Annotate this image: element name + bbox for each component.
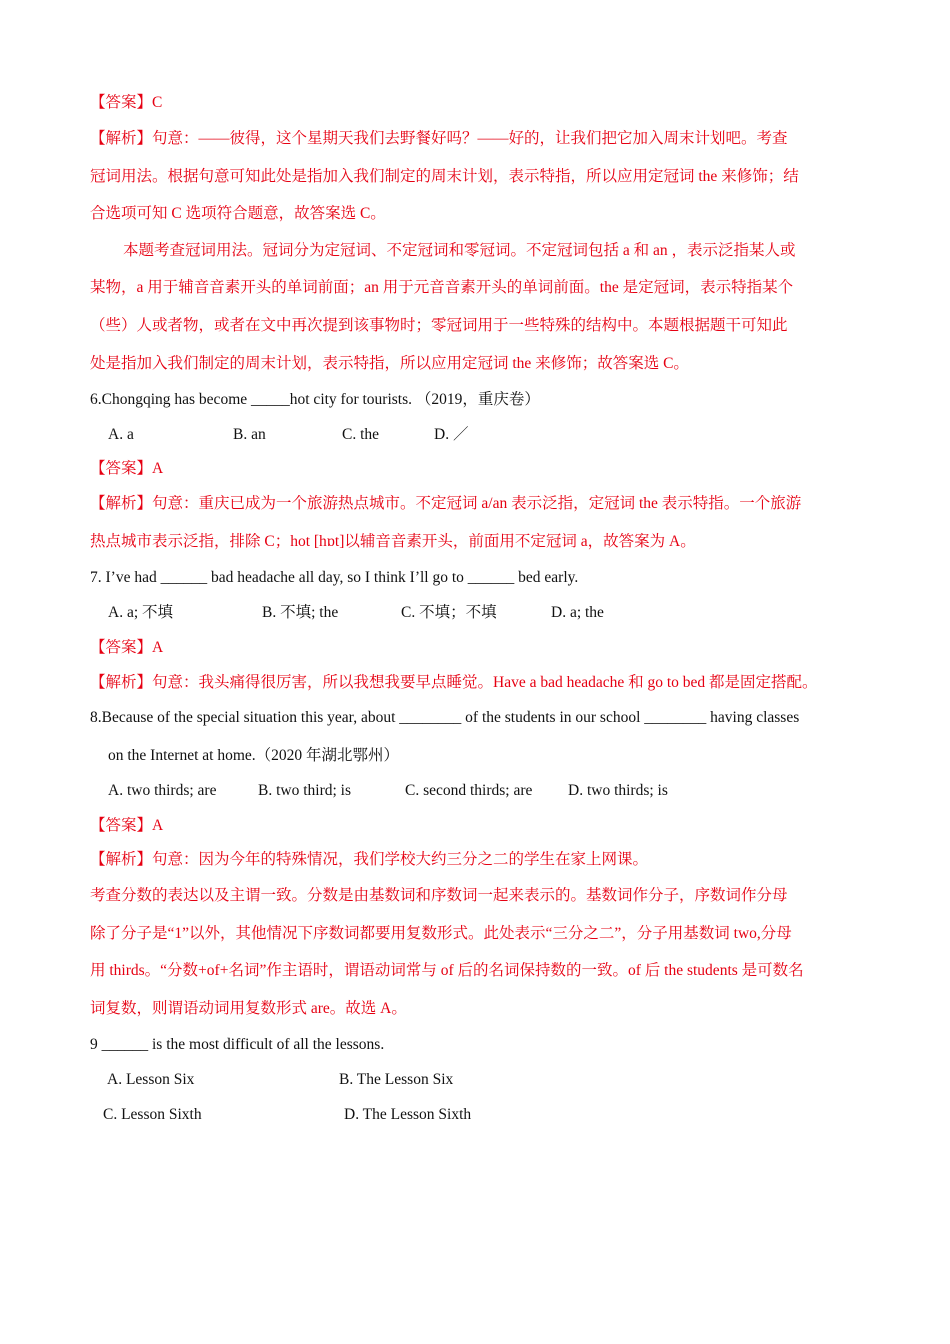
- q7-analysis-line-1: 【解析】句意：我头痛得很厉害，所以我想我要早点睡觉。Have a bad headache 和 go to bed 都是固定搭配。: [90, 674, 818, 691]
- q8-question-line-2: on the Internet at home.（2020 年湖北鄂州）: [108, 747, 400, 764]
- q6-option-a: A. a: [108, 426, 134, 443]
- q8-option-c: C. second thirds; are: [405, 782, 533, 799]
- q9-option-a: A. Lesson Six: [107, 1071, 195, 1088]
- q6-option-d: D. ／: [434, 426, 469, 443]
- q8-analysis-line-5: 词复数，则谓语动词用复数形式 are。故选 A。: [90, 1000, 407, 1017]
- q8-question-line-1: 8.Because of the special situation this year, about ________ of the students in our school ________ having classes: [90, 709, 800, 726]
- q8-analysis-line-3: 除了分子是“1”以外，其他情况下序数词都要用复数形式。此处表示“三分之二”，分子用基数词 two,分母: [90, 925, 792, 942]
- q8-option-a: A. two thirds; are: [108, 782, 217, 799]
- q7-option-c: C. 不填；不填: [401, 604, 497, 621]
- q9-option-b: B. The Lesson Six: [339, 1071, 454, 1088]
- q7-question: 7. I’ve had ______ bad headache all day, so I think I’ll go to ______ bed early.: [90, 569, 579, 586]
- q7-option-d: D. a; the: [551, 604, 604, 621]
- q6-option-c: C. the: [342, 426, 380, 443]
- q9-option-c: C. Lesson Sixth: [103, 1106, 202, 1123]
- q9-option-d: D. The Lesson Sixth: [344, 1106, 472, 1123]
- q7-answer: 【答案】A: [90, 639, 164, 656]
- q6-question: 6.Chongqing has become _____hot city for tourists. （2019，重庆卷）: [90, 391, 540, 408]
- q5-analysis-line-2: 冠词用法。根据句意可知此处是指加入我们制定的周末计划，表示特指，所以应用定冠词 the 来修饰；结: [90, 168, 799, 185]
- q8-option-d: D. two thirds; is: [568, 782, 668, 799]
- q8-option-b: B. two third; is: [258, 782, 352, 799]
- q8-answer: 【答案】A: [90, 817, 164, 834]
- q5-analysis-line-3: 合选项可知 C 选项符合题意，故答案选 C。: [90, 205, 386, 222]
- q7-option-a: A. a; 不填: [108, 604, 174, 621]
- q8-analysis-line-4: 用 thirds。“分数+of+名词”作主语时，谓语动词常与 of 后的名词保持数的一致。of 后 the students 是可数名: [90, 962, 804, 979]
- q6-option-b: B. an: [233, 426, 266, 443]
- q9-question: 9 ______ is the most difficult of all the lessons.: [90, 1036, 385, 1053]
- q5-note-line-3: （些）人或者物，或者在文中再次提到该事物时；零冠词用于一些特殊的结构中。本题根据题干可知此: [90, 317, 788, 334]
- q8-analysis-line-1: 【解析】句意：因为今年的特殊情况，我们学校大约三分之二的学生在家上网课。: [90, 851, 649, 868]
- q8-analysis-line-2: 考查分数的表达以及主谓一致。分数是由基数词和序数词一起来表示的。基数词作分子，序数词作分母: [90, 887, 788, 904]
- q5-note-line-2: 某物，a 用于辅音音素开头的单词前面；an 用于元音音素开头的单词前面。the 是定冠词，表示特指某个: [90, 279, 794, 296]
- q5-analysis-line-1: 【解析】句意：——彼得，这个星期天我们去野餐好吗？——好的，让我们把它加入周末计划吧。考查: [90, 130, 788, 147]
- q6-analysis-line-2: 热点城市表示泛指，排除 C；hot [hɒt]以辅音音素开头，前面用不定冠词 a，故答案为 A。: [90, 533, 696, 550]
- q5-note-line-4: 处是指加入我们制定的周末计划，表示特指，所以应用定冠词 the 来修饰；故答案选 C。: [90, 355, 689, 372]
- q5-note-line-1: 本题考查冠词用法。冠词分为定冠词、不定冠词和零冠词。不定冠词包括 a 和 an ，表示泛指某人或: [123, 242, 796, 259]
- q5-answer: 【答案】C: [90, 94, 163, 111]
- q6-analysis-line-1: 【解析】句意：重庆已成为一个旅游热点城市。不定冠词 a/an 表示泛指，定冠词 the 表示特指。一个旅游: [90, 495, 802, 512]
- q7-option-b: B. 不填; the: [262, 604, 339, 621]
- q6-answer: 【答案】A: [90, 460, 164, 477]
